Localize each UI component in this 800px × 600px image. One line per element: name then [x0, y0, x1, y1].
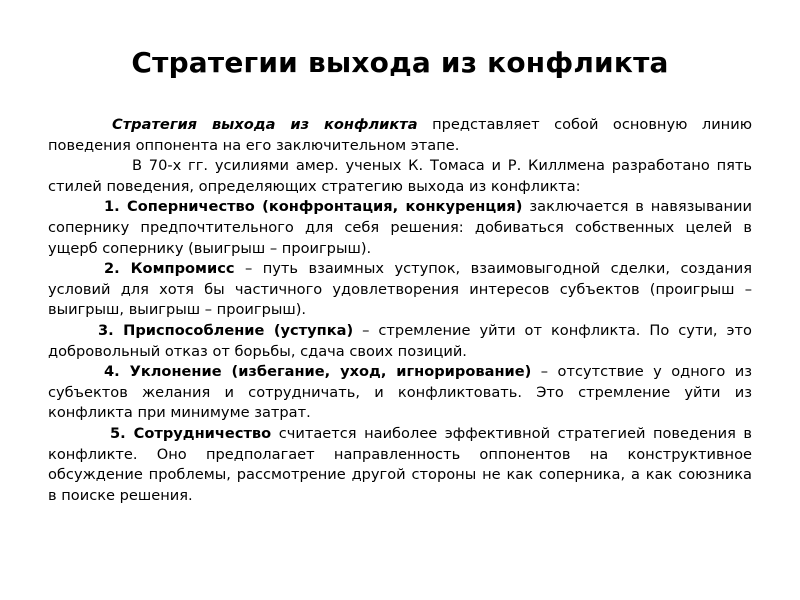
strategy-name: 3. Приспособление (уступка): [98, 321, 354, 339]
intro-term: Стратегия выхода из конфликта: [112, 116, 418, 133]
strategy-text: – стремление уйти от конфликта. По сути, это добровольный отказ от борьбы, сдача своих позиций.: [48, 321, 752, 360]
intro-paragraph: [48, 115, 752, 156]
strategy-item-accommodation: [48, 321, 752, 362]
strategy-item-compromise: [48, 259, 752, 321]
strategy-name: 4. Уклонение (избегание, уход, игнорирование): [104, 363, 532, 381]
strategy-item-avoidance: [48, 362, 752, 424]
strategy-text: – отсутствие у одного из субъектов желания и сотрудничать, и конфликтовать. Это стремление уйти из конфликта при минимуме затрат.: [48, 363, 752, 422]
history-paragraph: В 70-х гг. усилиями амер. ученых К. Томаса и Р. Киллмена разработано пять стилей поведения, определяющих стратегию выхода из конфликта:: [48, 157, 752, 195]
intro-text: представляет собой основную линию поведения оппонента на его заключительном этапе.: [48, 116, 752, 154]
slide-title: Стратегии выхода из конфликта: [131, 46, 669, 79]
strategy-text: – путь взаимных уступок, взаимовыгодной сделки, создания условий для хотя бы частичного удовлетворения интересов субъектов (проигрыш – выигрыш, выигрыш – проигрыш).: [48, 260, 752, 319]
strategy-name: 5. Сотрудничество: [110, 424, 272, 442]
strategy-name: 2. Компромисс: [104, 260, 235, 278]
strategy-text: считается наиболее эффективной стратегией поведения в конфликте. Оно предполагает направленность оппонентов на конструктивное обсуждение проблемы, рассмотрение другой стороны не как соперника, а как союзника в поиске решения.: [48, 424, 752, 504]
strategy-text: заключается в навязывании сопернику предпочтительного для себя решения: добиваться собственных целей в ущерб сопернику (выигрыш – проигрыш).: [48, 198, 753, 257]
slide-body: [48, 115, 752, 506]
strategy-item-competition: [48, 197, 752, 259]
strategy-item-collaboration: [48, 424, 752, 506]
strategy-name: 1. Соперничество (конфронтация, конкуренция): [104, 198, 523, 216]
